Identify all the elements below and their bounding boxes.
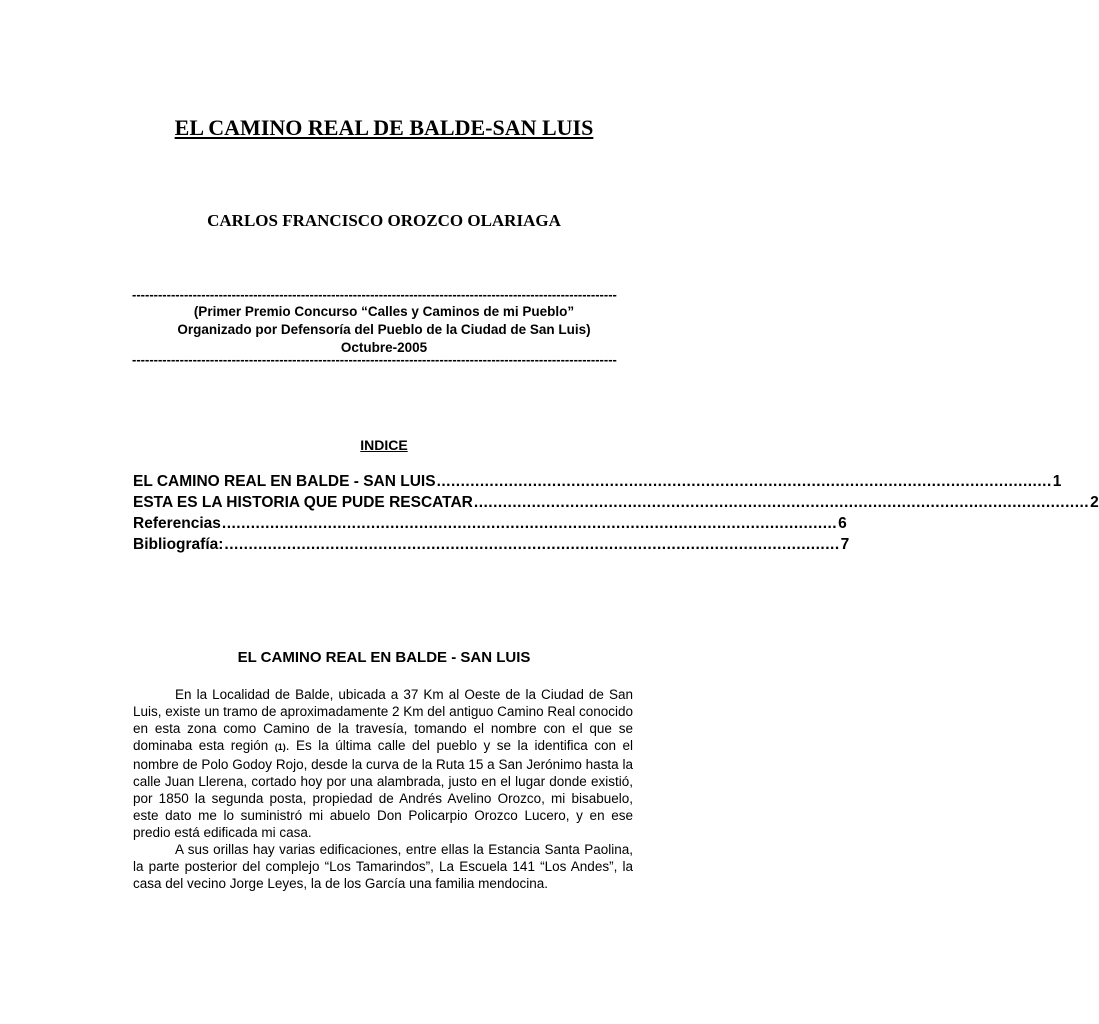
paragraph: A sus orillas hay varias edificaciones, entre ellas la Estancia Santa Paolina, la parte posterior del complejo “Los Tamarindos”, La Escuela 141 “Los Andes”, la casa del vecino Jorge Leyes, la de los García una familia mendocina. <box>133 842 633 891</box>
dash-divider-top: ---------------------------------------------------------------------------------------------------------------- <box>132 287 617 302</box>
toc-entry <box>133 471 1062 492</box>
body-text <box>133 686 633 892</box>
award-note <box>0 303 768 357</box>
section-heading: EL CAMINO REAL EN BALDE - SAN LUIS <box>237 649 531 666</box>
toc-entry-label: Bibliografía: <box>133 536 224 553</box>
index-heading: INDICE <box>360 437 408 453</box>
toc-leader-dots: ................................................................................................................................ <box>473 494 1090 511</box>
toc-entry <box>133 534 850 555</box>
author-name: CARLOS FRANCISCO OROZCO OLARIAGA <box>207 211 561 230</box>
paragraph <box>133 686 633 841</box>
reference-marker: (1) <box>274 742 286 752</box>
toc-leader-dots: ................................................................................................................................ <box>221 515 838 532</box>
award-line: (Primer Premio Concurso “Calles y Caminos de mi Pueblo” <box>193 304 575 319</box>
award-date: Octubre-2005 <box>340 340 428 355</box>
document-title: EL CAMINO REAL DE BALDE-SAN LUIS <box>174 115 594 140</box>
toc-entry-label: Referencias <box>133 515 221 532</box>
toc-entry-label: ESTA ES LA HISTORIA QUE PUDE RESCATAR <box>133 494 473 511</box>
table-of-contents <box>133 471 1099 555</box>
toc-page-number: 1 <box>1052 473 1062 490</box>
toc-entry <box>133 492 1099 513</box>
toc-page-number: 7 <box>840 536 850 553</box>
toc-leader-dots: ................................................................................................................................ <box>224 536 840 553</box>
paragraph-text: . Es la última calle del pueblo y se la identifica con el nombre de Polo Godoy Rojo, desde la curva de la Ruta 15 a San Jerónimo hasta la calle Juan Llerena, cortado hoy por una alambrada, justo en el lugar donde existió, por 1850 la segunda posta, propiedad de Andrés Avelino Orozco, mi bisabuelo, este dato me lo suministró mi abuelo Don Policarpio Orozco Lucero, y en ese predio está edificada mi casa. <box>133 738 633 840</box>
toc-entry <box>133 513 847 534</box>
toc-page-number: 2 <box>1090 494 1099 511</box>
award-line: Organizado por Defensoría del Pueblo de la Ciudad de San Luis) <box>177 322 591 337</box>
toc-entry-label: EL CAMINO REAL EN BALDE - SAN LUIS <box>133 473 436 490</box>
dash-divider-bottom: ---------------------------------------------------------------------------------------------------------------- <box>132 352 617 367</box>
toc-leader-dots: ................................................................................................................................ <box>436 473 1052 490</box>
toc-page-number: 6 <box>838 515 847 532</box>
paragraph-text: En la Localidad de Balde, ubicada a 37 Km al Oeste de la Ciudad de San Luis, existe un tramo de aproximadamente 2 Km del antiguo Camino Real conocido en esta zona como Camino de la travesía, tomando el nombre con el que se dominaba esta región <box>133 687 633 753</box>
